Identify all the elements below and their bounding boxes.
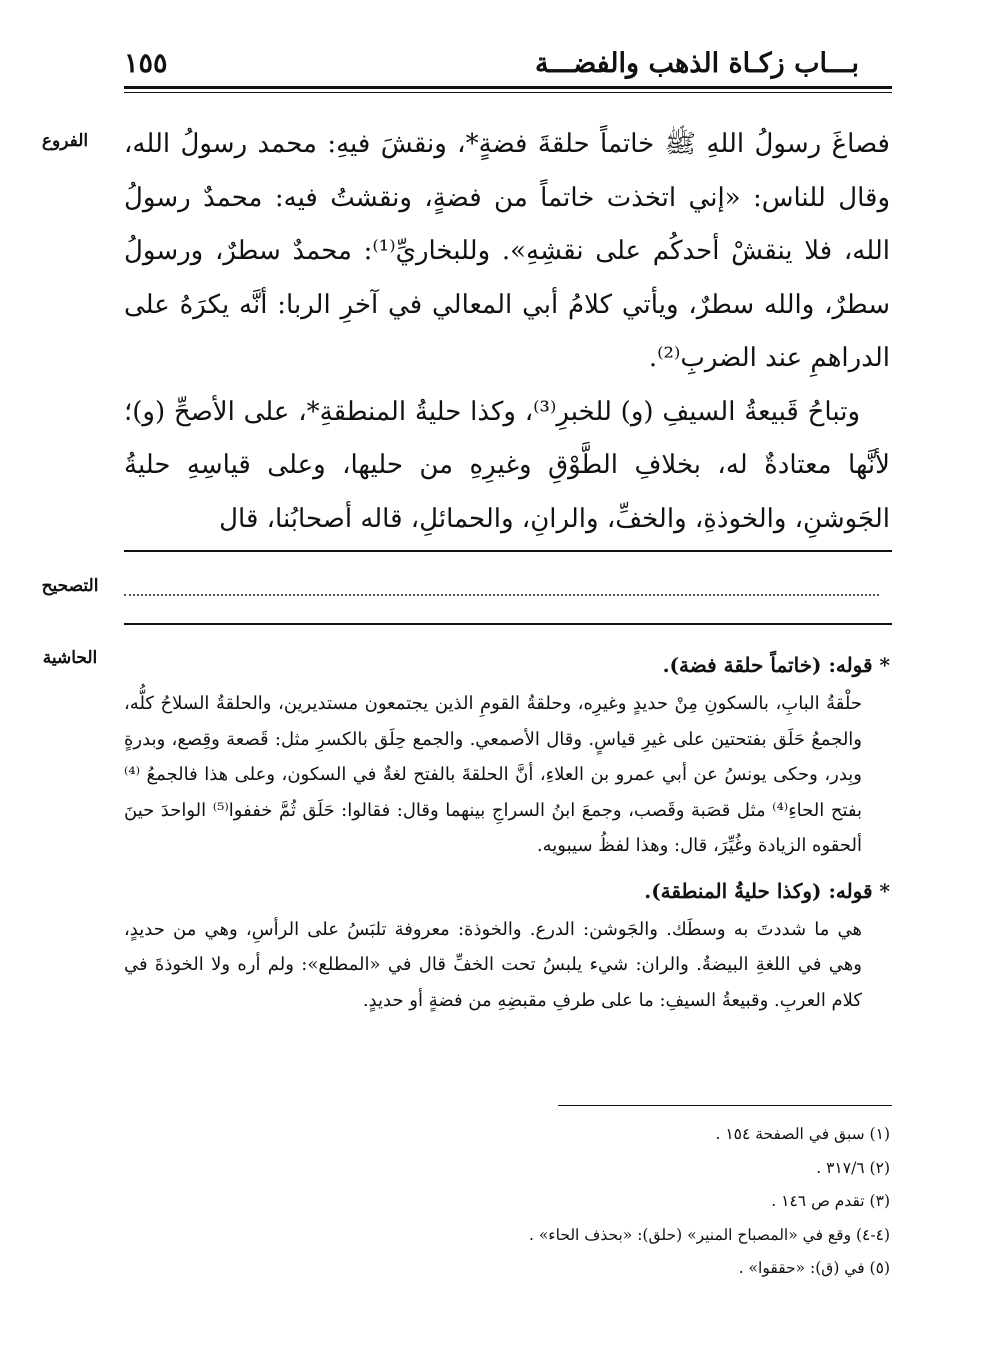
footnote: (٣) تقدم ص ١٤٦ . (771, 1192, 890, 1210)
footnote: (٢) ٣١٧/٦ . (816, 1158, 890, 1177)
side-label-tashih: التصحيح (41, 576, 99, 596)
main-section-rule (124, 550, 892, 552)
footnotes (124, 1118, 890, 1286)
hashiya-section (124, 644, 890, 1024)
hashiya-heading: * قوله: (وكذا حليةُ المنطقة). (644, 878, 890, 903)
hashiya-heading: * قوله: (خاتماً حلقة فضة). (662, 653, 890, 677)
tashih-dotted-line (124, 594, 879, 596)
footnote: (٤-٤) وقع في «المصباح المنير» (حلق): «بحذف الحاء» . (528, 1225, 890, 1244)
header-rule-thin (124, 92, 892, 93)
side-label-furu: الفروع (41, 131, 89, 151)
footnote: (٥) في (ق): «حققوا» . (738, 1259, 890, 1277)
running-head: بـــاب زكـاة الذهب والفضـــة (535, 48, 859, 79)
footnotes-rule (558, 1105, 892, 1106)
page-number: ١٥٥ (124, 48, 168, 79)
main-paragraph: وتباحُ قَبيعةُ السيفِ (و) للخبرِ⁽³⁾، وكذا حليةُ المنطقةِ*، على الأصحِّ (و)؛ لأنَّها معتادةٌ له، بخلافِ الطَّوْقِ وغيرِهِ من حليها، وعلى قياسِهِ حليةُ الجَوشنِ، والخوذةِ، والخفِّ، والرانِ، والحمائلِ، قاله أصحابُنا، قال (124, 396, 890, 534)
side-label-hashiya: الحاشية (42, 648, 98, 668)
hashiya-section-rule (124, 623, 892, 625)
hashiya-body: هي ما شددتَ به وسطَك. والجَوشن: الدرع. والخوذة: معروفة تلبَسُ على الرأسِ، وهي من حديدٍ، وهي في اللغةِ البيضةُ. والران: شيء يلبسُ تحت الخفِّ قال في «المطلع»: ولم أره ولا الخوذةَ في كلام العربِ. وقبيعةُ السيفِ: ما على طرفِ مقبضِهِ من فضةٍ أو حديدٍ. (124, 918, 862, 1011)
main-paragraph: فصاغَ رسولُ اللهِ ﷺ خاتماً حلقةَ فضةٍ*، ونقشَ فيهِ: محمد رسولُ الله، وقال للناس: «إني اتخذت خاتماً من فضةٍ، ونقشتُ فيه: محمدٌ رسولُ الله، فلا ينقشْ أحدكُم على نقشِهِ». وللبخاريِّ⁽¹⁾: محمدٌ سطرٌ، ورسولُ سطرٌ، والله سطرٌ، ويأتي كلامُ أبي المعالي في آخرِ الربا: أنَّه يكرَهُ على الدراهمِ عند الضربِ⁽²⁾. (124, 129, 891, 373)
header-rule-thick (124, 86, 892, 89)
main-text (124, 118, 890, 546)
hashiya-body: حلْقةُ البابِ، بالسكونِ مِنْ حديدٍ وغيرِه، وحلقةُ القومِ الذين يجتمعون مستديرين، والحلقةُ السلاحُ كلُّه، والجمعُ حَلَق بفتحتين على غيرِ قياسٍ. وقال الأصمعي. والجمع حِلَق بالكسرِ مثل: قَصعة وقِصع، وبدرةٍ وبِدر، وحكى يونسُ عن أبي عمرو بن العلاءِ، أنَّ الحلقةَ بالفتح لغةٌ في السكون، وعلى هذا فالجمعُ ⁽⁴⁾بفتح الحاءِ⁽⁴⁾ مثل قصَبة وقَصب، وجمعَ ابنُ السراجِ بينهما وقال: فقالوا: حَلَق ثُمَّ خففوا⁽⁵⁾ الواحدَ حينَ ألحقوه الزيادة وغُيِّرَ، قال: وهذا لفظُ سيبويه. (124, 693, 862, 856)
footnote: (١) سبق في الصفحة ١٥٤ . (715, 1125, 890, 1143)
